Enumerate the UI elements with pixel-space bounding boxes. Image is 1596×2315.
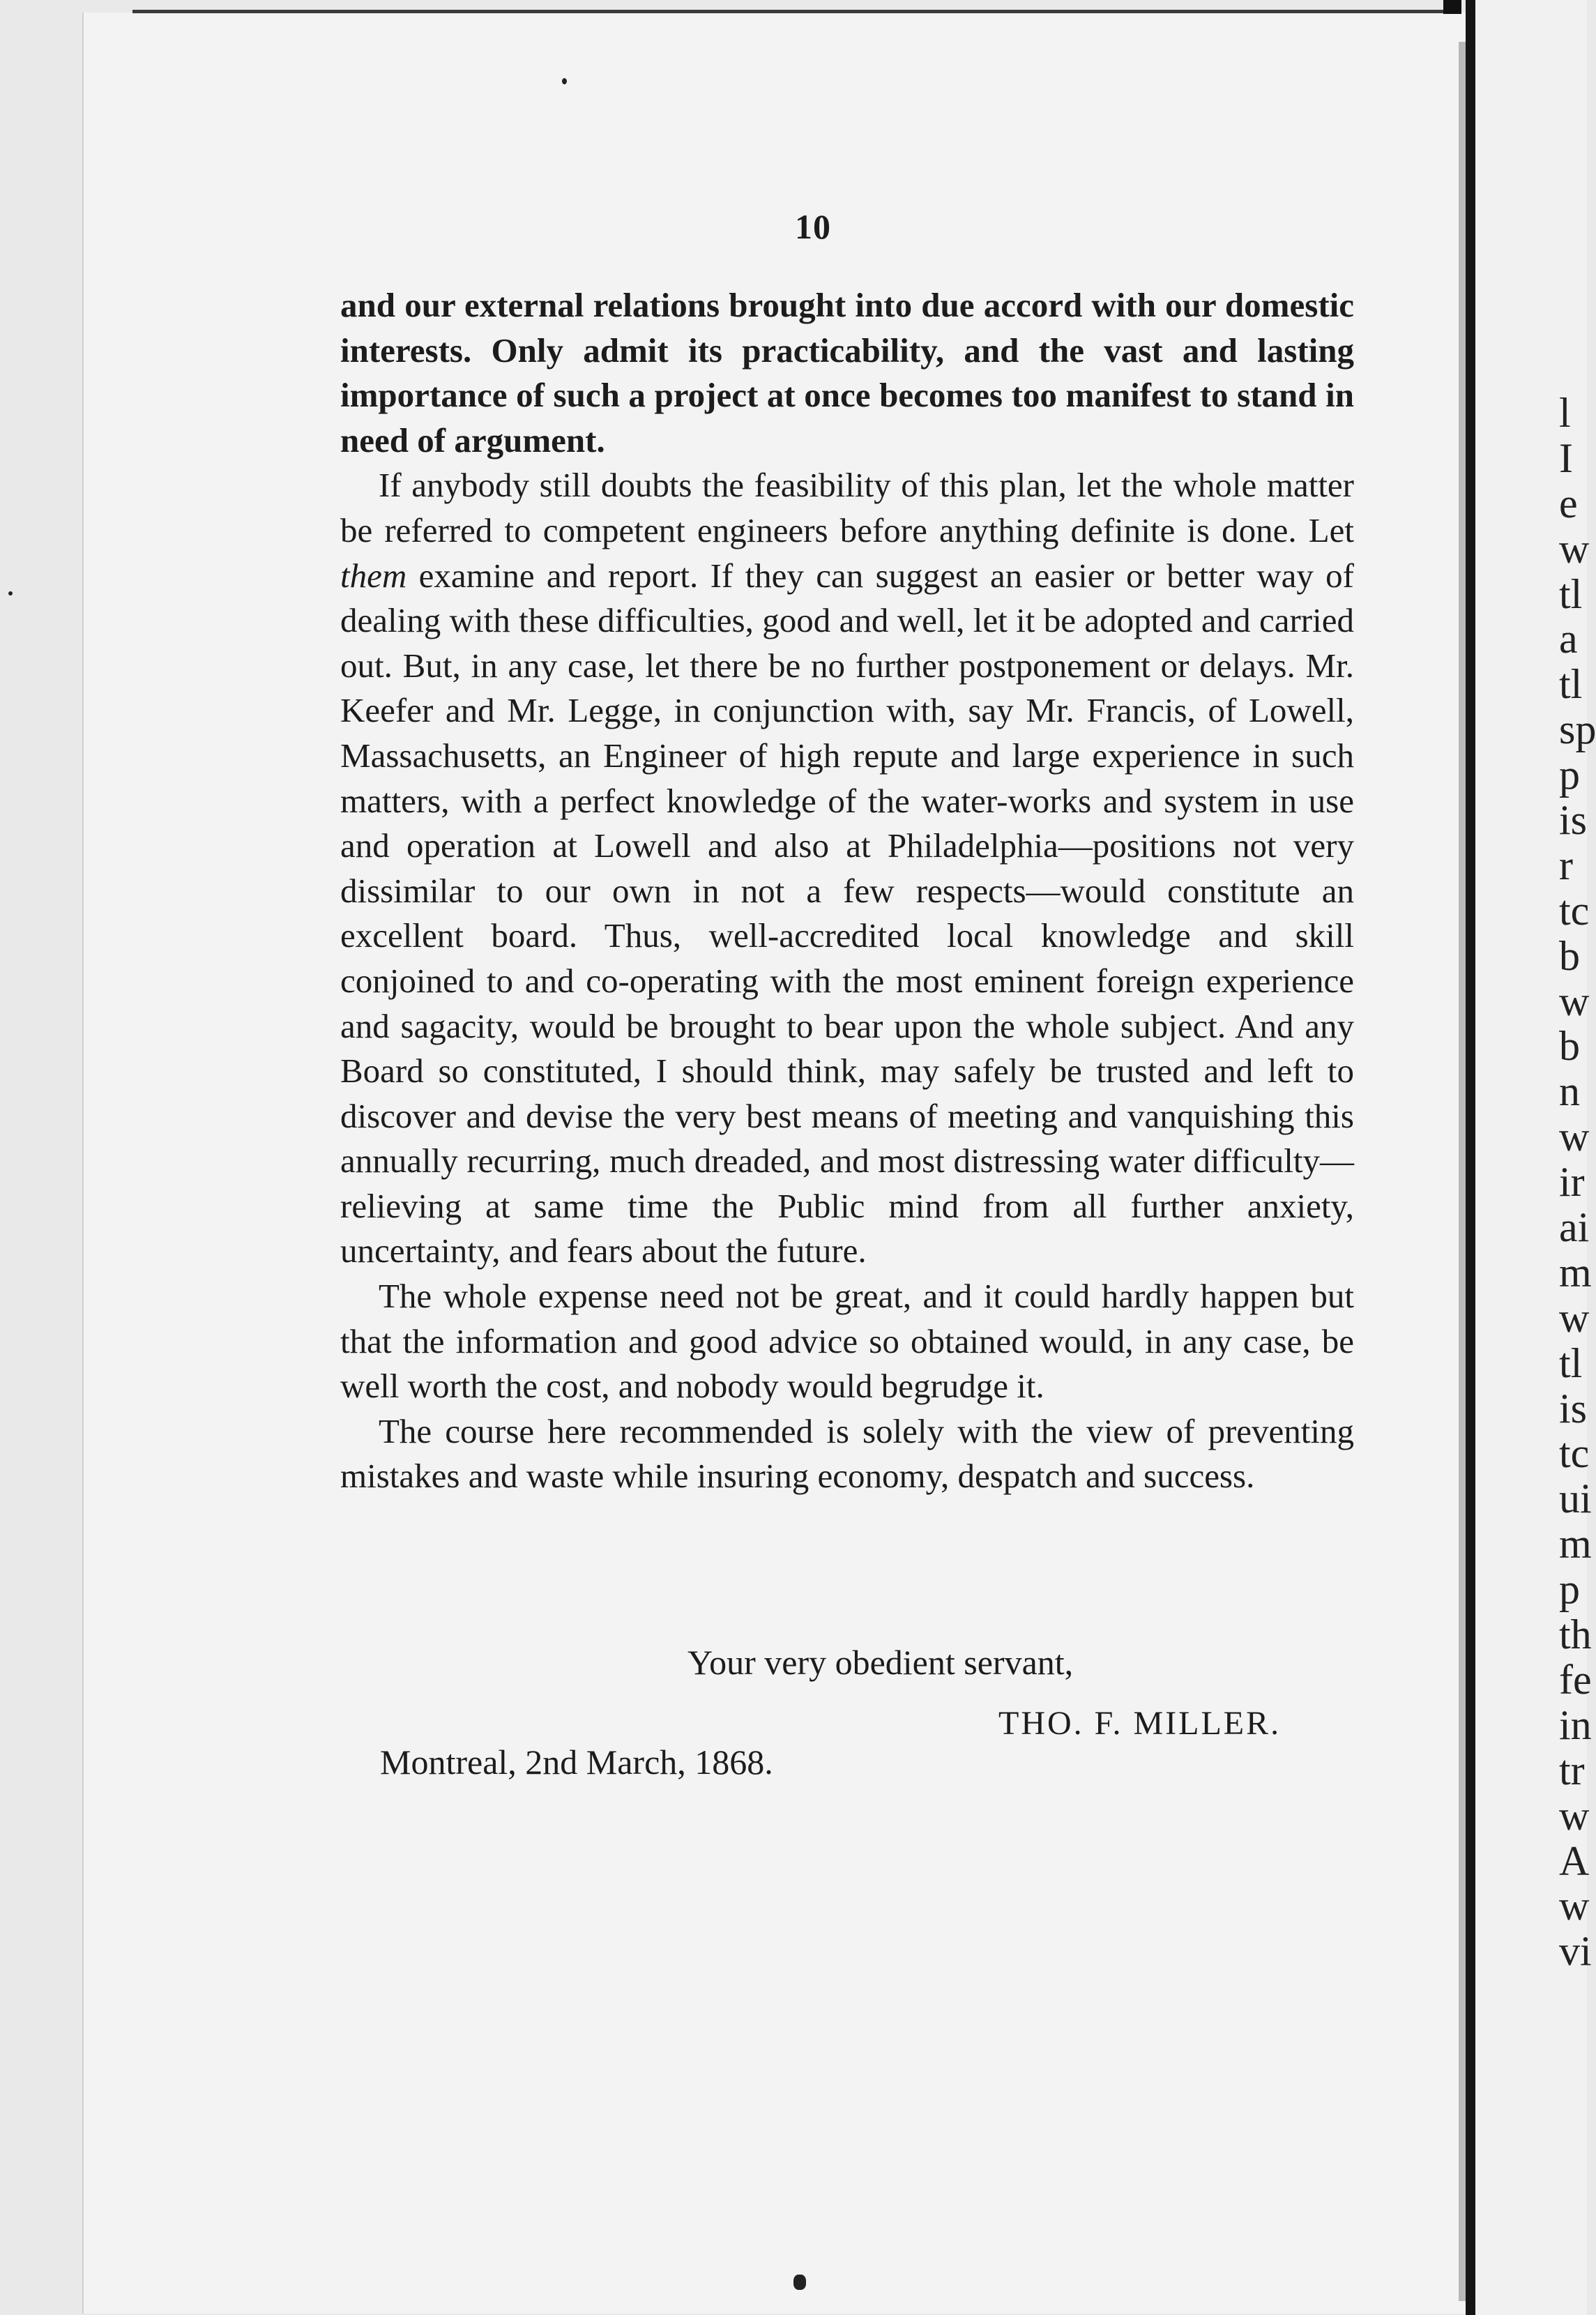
book-gutter — [1466, 0, 1475, 2315]
facing-page-fragment: tl — [1559, 570, 1583, 617]
facing-page-fragment: w — [1559, 1883, 1590, 1929]
facing-page-fragment: fe — [1559, 1656, 1592, 1703]
facing-page-fragment: e — [1559, 480, 1578, 526]
facing-page-fragment: is — [1559, 1385, 1588, 1432]
letter-body — [340, 283, 1354, 1499]
facing-page-fragment: vi — [1559, 1928, 1592, 1975]
facing-page-fragment: in — [1559, 1701, 1592, 1748]
facing-page-fragment: w — [1559, 1114, 1590, 1160]
paragraph-expense: The whole expense need not be great, and it could hardly happen but that the information and good advice so obtained would, in any case, be well worth the cost, and nobody would begrudge it. — [340, 1277, 1354, 1406]
page-shadow — [1459, 42, 1466, 2301]
paragraph-text: examine and report. If they can suggest an easier or better way of dealing with these difficulties, good and well, let it be adopted and carried out. But, in any case, let there be no further postponement or delays. Mr. Keefer and Mr. Legge, in conjunction with, say Mr. Francis, of Lowell, Massachusetts, an Engineer of high repute and large experience in such matters, with a perfect knowledge of the water-works and system in use and operation at Lowell and also at Philadelphia—positions not very dissimilar to our own in not a few respects—would constitute an excellent board. Thus, well-accredited local knowledge and skill conjoined to and co-operating with the most eminent foreign experience and sagacity, would be brought to bear upon the whole subject. And any Board so constituted, I should think, may safely be trusted and left to discover and devise the very best means of meeting and vanquishing this annually recurring, much dreaded, and most distressing water difficulty—relieving at same time the Public mind from all further anxiety, uncertainty, and fears about the future. — [340, 556, 1354, 1270]
facing-page-fragment: ir — [1559, 1159, 1585, 1206]
facing-page-fragment: tc — [1559, 887, 1590, 934]
facing-page-fragment: tl — [1559, 661, 1583, 708]
facing-page-fragment: r — [1559, 842, 1573, 888]
facing-page-fragment: n — [1559, 1068, 1580, 1115]
facing-page-fragment: l — [1559, 390, 1571, 436]
emphasis-text: them — [340, 556, 407, 595]
signature: THO. F. MILLER. — [998, 1705, 1282, 1742]
facing-page-fragment: tl — [1559, 1339, 1583, 1386]
speck-mark — [8, 591, 13, 595]
page-corner-mark — [1443, 0, 1461, 14]
facing-page-fragment: w — [1559, 978, 1590, 1024]
paragraph-engineers — [340, 463, 1354, 1274]
facing-page-fragment: w — [1559, 1792, 1590, 1839]
facing-page-text-edge — [1559, 390, 1596, 1975]
facing-page-fragment: m — [1559, 1521, 1592, 1568]
facing-page-fragment: tc — [1559, 1430, 1590, 1477]
facing-page-fragment: b — [1559, 1023, 1580, 1070]
facing-page-fragment: I — [1559, 434, 1573, 481]
facing-page-fragment: p — [1559, 1566, 1580, 1613]
facing-page-fragment: th — [1559, 1611, 1592, 1658]
page-top-rule — [132, 10, 1457, 13]
paragraph-recommendation: The course here recommended is solely with the view of preventing mistakes and waste while insuring economy, despatch and success. — [340, 1411, 1354, 1496]
page-number: 10 — [795, 207, 831, 246]
facing-page-fragment: sp — [1559, 706, 1596, 753]
paragraph-continuation: and our external relations brought into due accord with our domestic interests. Only admit its practicability, and the vast and lasting importance of such a project at once becomes too manifest to stand in need of argument. — [340, 286, 1354, 460]
facing-page-fragment: ui — [1559, 1475, 1592, 1522]
facing-page-fragment: A — [1559, 1837, 1590, 1884]
facing-page-fragment: ai — [1559, 1204, 1590, 1251]
facing-page-fragment: tr — [1559, 1747, 1585, 1793]
facing-page-fragment: m — [1559, 1249, 1592, 1296]
speck-mark — [793, 2275, 806, 2290]
speck-mark — [562, 78, 567, 84]
facing-page-fragment: w — [1559, 1294, 1590, 1341]
facing-page-fragment: p — [1559, 752, 1580, 798]
facing-page-fragment: b — [1559, 932, 1580, 979]
closing-salutation: Your very obedient servant, — [687, 1643, 1074, 1682]
dateline: Montreal, 2nd March, 1868. — [380, 1743, 773, 1782]
facing-page-fragment: a — [1559, 616, 1578, 662]
paragraph-text: If anybody still doubts the feasibility of this plan, let the whole matter be referred to competent engineers before anything definite is done. Let — [340, 466, 1354, 549]
facing-page-fragment: is — [1559, 797, 1588, 844]
facing-page-fragment: w — [1559, 525, 1590, 572]
